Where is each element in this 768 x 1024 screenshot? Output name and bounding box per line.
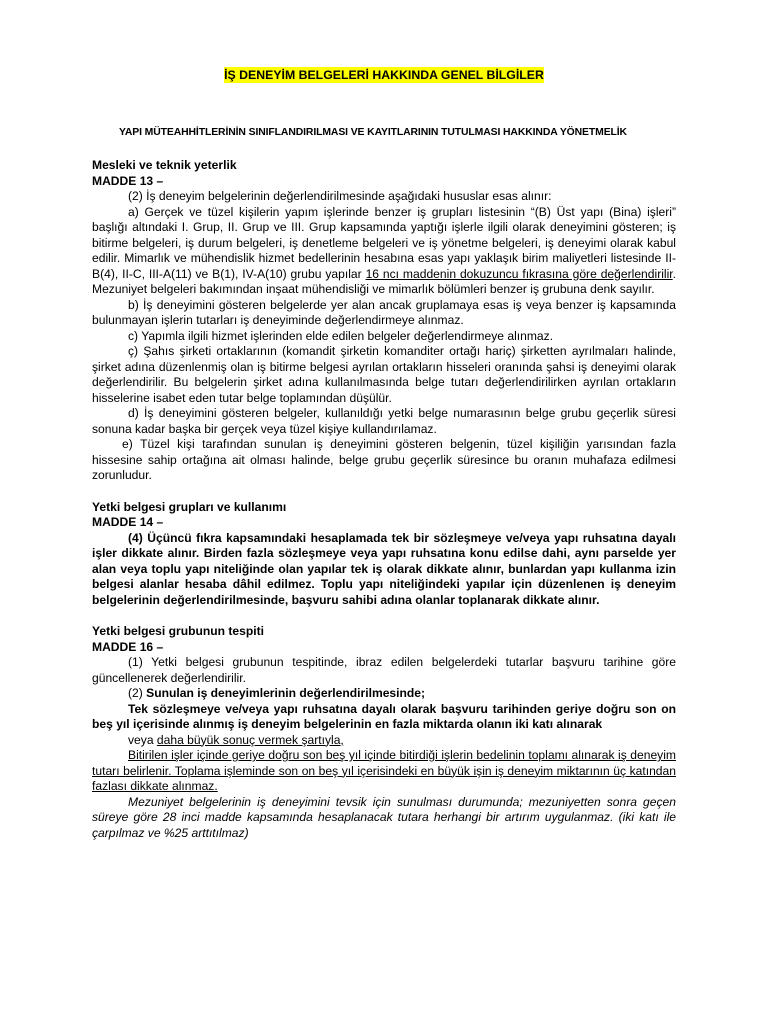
document-title xyxy=(0,68,768,84)
s13-item-d: d) İş deneyimini gösteren belgeler, kullanıldığı yetki belge numarasının belge grubu geçerlik süresi sonuna kadar başka bir gerçek veya tüzel kişiye kullandırılamaz. xyxy=(92,406,676,436)
s13-paragraph-2: (2) İş deneyim belgelerinin değerlendirilmesinde aşağıdaki hususlar esas alınır: xyxy=(128,189,552,203)
s13-item-a-underlined: 16 ncı maddenin dokuzuncu fıkrasına göre değerlendirilir xyxy=(365,266,673,281)
s16-paragraph-1: (1) Yetki belgesi grubunun tespitinde, ibraz edilen belgelerdeki tutarlar başvuru tarihine göre güncellenerek değerlendirilir. xyxy=(92,655,676,685)
s13-item-a xyxy=(92,205,676,298)
section-13-heading: Mesleki ve teknik yeterlik xyxy=(92,158,237,172)
section-14-madde: MADDE 14 – xyxy=(92,515,164,529)
s13-item-c: c) Yapımla ilgili hizmet işlerinden elde edilen belgeler değerlendirmeye alınmaz. xyxy=(128,328,554,343)
s16-italic-note: Mezuniyet belgelerinin iş deneyimini tevsik için sunulması durumunda; mezuniyetten sonra geçen süreye göre 28 inci madde kapsamında hesaplanacak tutara herhangi bir artırım uygulanmaz. (iki katı ile çarpılmaz ve %25 arttıtılmaz) xyxy=(92,794,676,840)
s16-paragraph-2 xyxy=(92,686,676,702)
s13-item-e: e) Tüzel kişi tarafından sunulan iş deneyimini gösteren belgenin, tüzel kişiliğin yarısından fazla hissesine sahip ortağına ait olması halinde, belge grubu geçerlik süresince bu oranın muhafaza edilmesi zorunludur. xyxy=(92,437,676,482)
title-highlight: İŞ DENEYİM BELGELERİ HAKKINDA GENEL BİLGİLER xyxy=(224,68,544,82)
s13-item-b: b) İş deneyimini gösteren belgelerde yer alan ancak gruplamaya esas iş veya benzer iş kapsamında bulunmayan işlerin tutarları iş deneyiminde değerlendirmeye alınmaz. xyxy=(92,297,676,327)
s13-item-a-text-1: a) Gerçek ve tüzel kişilerin yapım işlerinde benzer iş grupları listesinin “(B) Üst yapı (Bina) işleri” başlığı altındaki I. Grup, II. Grup ve III. Grup kapsamında yaptığı işlerle ilgili olarak deneyimini gösteren; iş bitirme belgeleri, iş durum belgeleri, iş denetleme belgeleri ve iş yönetme belgeleri, iş deneyimi olarak kabul edilir. Mimarlık ve mühendislik hizmet bedellerinin hesabına esas yapı yaklaşık birim maliyetleri listesinde II-B(4), II-C, III-A(11) ve B(1), IV-A(10) grubu yapılar xyxy=(92,204,676,281)
section-16-madde: MADDE 16 – xyxy=(92,639,164,654)
s16-paragraph-2-text: Sunulan iş deneyimlerinin değerlendirilmesinde; xyxy=(146,686,426,700)
s16-veya-line xyxy=(92,733,676,749)
s16-veya-underlined: daha büyük sonuç vermek şartıyla, xyxy=(156,732,344,747)
s16-underlined-rule: Bitirilen işler içinde geriye doğru son beş yıl içinde bitirdiği işlerin bedelinin toplamı alınarak iş deneyim tutarı belirlenir. Toplama işleminde son on beş yıl içerisindeki en büyük işin iş deneyim miktarının üç katından fazlası dikkate alınmaz. xyxy=(92,748,676,793)
s13-item-cc: ç) Şahıs şirketi ortaklarının (komandit şirketin komanditer ortağı hariç) şirketten ayrılmaları halinde, şirket adına düzenlenmiş olan iş bitirme belgesi ayrılan ortakların hisseleri oranında şahsi iş deneyimi olarak değerlendirilir. Bu belgelerin şirket adına kullanılmasında belge tutarı değerlendirilirken ayrılan ortakların hisselerine isabet eden tutar belge toplamından düşülür. xyxy=(92,344,676,405)
document-body xyxy=(92,158,676,841)
section-16-heading: Yetki belgesi grubunun tespiti xyxy=(92,624,265,638)
s16-bold-rule: Tek sözleşmeye ve/veya yapı ruhsatına dayalı olarak başvuru tarihinden geriye doğru son on beş yıl içerisinde alınmış iş deneyim belgelerinin en fazla miktarda olanın iki katı alınarak xyxy=(92,701,676,731)
s14-paragraph-4: (4) Üçüncü fıkra kapsamındaki hesaplamada tek bir sözleşmeye ve/veya yapı ruhsatına dayalı işler dikkate alınır. Birden fazla sözleşmeye veya yapı ruhsatına konu edilse dahi, aynı parselde yer alan veya toplu yapı niteliğinde olan yapılar tek iş olarak dikkate alınır, bunlardan yapı kullanma izin belgesi alanlar hesaba dâhil edilmez. Toplu yapı niteliğindeki yapılar için düzenlenen iş deneyim belgelerinin değerlendirilmesinde, başvuru sahibi adına olanlar toplanarak dikkate alınır. xyxy=(92,530,676,607)
s16-veya: veya xyxy=(128,732,157,747)
regulation-title: YAPI MÜTEAHHİTLERİNİN SINIFLANDIRILMASI VE KAYITLARININ TUTULMASI HAKKINDA YÖNETMELİK xyxy=(119,127,627,138)
section-14-heading: Yetki belgesi grupları ve kullanımı xyxy=(92,499,287,514)
s16-paragraph-2-number: (2) xyxy=(128,686,147,700)
section-13-madde: MADDE 13 – xyxy=(92,173,164,188)
s13-item-a-text-2: . Mezuniyet belgeleri bakımından inşaat mühendisliği ve mimarlık bölümleri benzer iş grubuna denk sayılır. xyxy=(92,266,677,296)
